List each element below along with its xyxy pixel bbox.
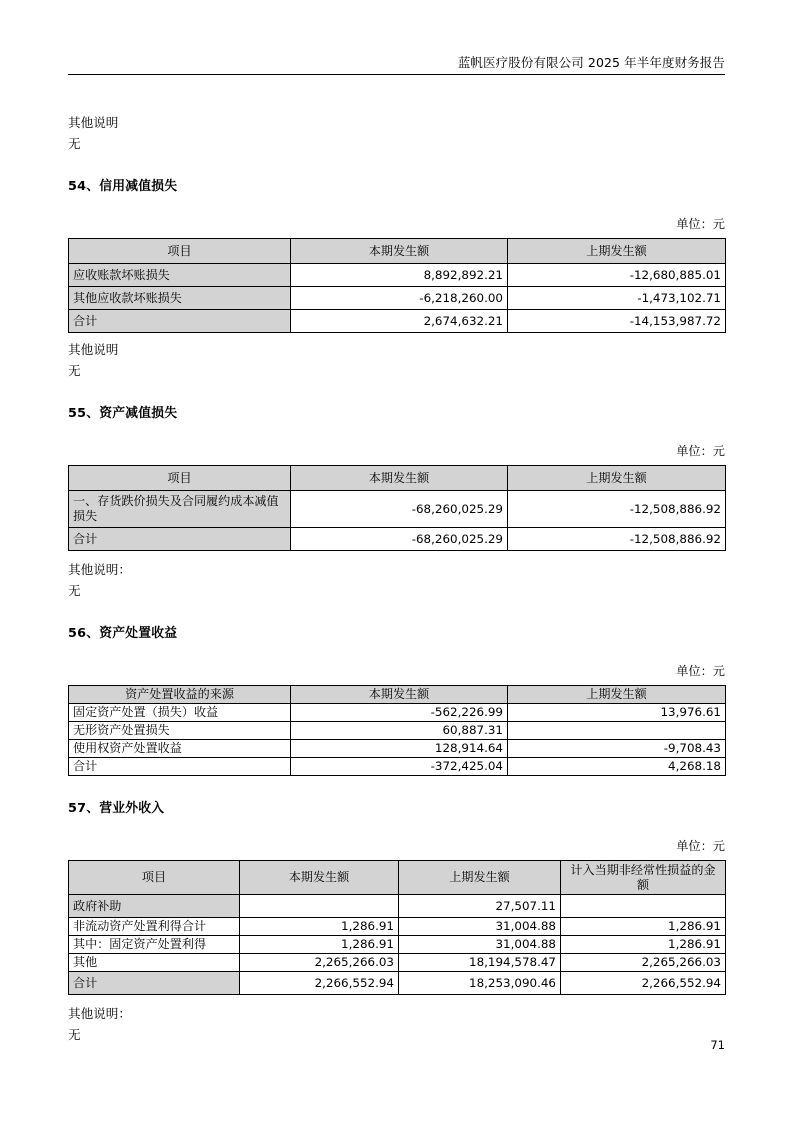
row-value-prior: -12,508,886.92 <box>508 491 726 528</box>
row-label: 政府补助 <box>69 895 240 918</box>
row-value-nonrecurring: 2,266,552.94 <box>561 972 726 995</box>
table-non-operating-income <box>68 860 726 995</box>
document-body <box>68 112 725 1045</box>
table-row-total <box>69 528 726 551</box>
row-value-current: 1,286.91 <box>240 918 399 936</box>
row-label: 其他 <box>69 954 240 972</box>
page-running-header <box>68 54 725 75</box>
table-credit-impairment-losses <box>68 238 726 333</box>
row-value-nonrecurring <box>561 895 726 918</box>
row-value-current: 60,887.31 <box>291 722 508 740</box>
table-row-total <box>69 758 726 776</box>
page-number: 71 <box>710 1038 725 1052</box>
row-value-nonrecurring: 1,286.91 <box>561 918 726 936</box>
column-header-current-period: 本期发生额 <box>240 861 399 895</box>
row-label: 无形资产处置损失 <box>69 722 291 740</box>
table-header-row <box>69 686 726 704</box>
table-row <box>69 491 726 528</box>
note-value-55: 无 <box>68 583 81 598</box>
note-value-54: 无 <box>68 363 81 378</box>
row-label: 其中：固定资产处置利得 <box>69 936 240 954</box>
column-header-current-period: 本期发生额 <box>291 686 508 704</box>
note-value-57: 无 <box>68 1027 81 1042</box>
table-asset-impairment-losses <box>68 465 726 551</box>
table-row <box>69 954 726 972</box>
row-value-prior <box>508 722 726 740</box>
row-value-current: 8,892,892.21 <box>291 264 508 287</box>
table-asset-disposal-gains <box>68 685 726 776</box>
table-row <box>69 895 726 918</box>
row-value-prior: -9,708.43 <box>508 740 726 758</box>
table-row <box>69 722 726 740</box>
row-value-prior: 18,253,090.46 <box>399 972 561 995</box>
top-note-block <box>68 112 725 154</box>
row-value-current: -68,260,025.29 <box>291 491 508 528</box>
column-header-prior-period: 上期发生额 <box>399 861 561 895</box>
row-label: 合计 <box>69 758 291 776</box>
row-value-prior: -12,508,886.92 <box>508 528 726 551</box>
note-label-55: 其他说明： <box>68 562 131 577</box>
section-title-57: 57、营业外收入 <box>68 801 165 816</box>
row-label: 合计 <box>69 528 291 551</box>
table-row <box>69 936 726 954</box>
row-value-prior: -1,473,102.71 <box>508 287 726 310</box>
row-value-current: 2,674,632.21 <box>291 310 508 333</box>
note-label-57: 其他说明： <box>68 1006 131 1021</box>
row-value-current: 128,914.64 <box>291 740 508 758</box>
table-row <box>69 287 726 310</box>
column-header-item: 项目 <box>69 239 291 264</box>
unit-label-57: 单位：元 <box>676 839 725 853</box>
section-title-55: 55、资产减值损失 <box>68 406 178 421</box>
row-label: 非流动资产处置利得合计 <box>69 918 240 936</box>
table-row <box>69 918 726 936</box>
row-value-current: -68,260,025.29 <box>291 528 508 551</box>
table-row <box>69 704 726 722</box>
row-value-current: -6,218,260.00 <box>291 287 508 310</box>
column-header-item: 项目 <box>69 466 291 491</box>
table-row <box>69 740 726 758</box>
column-header-prior-period: 上期发生额 <box>508 686 726 704</box>
unit-label-56: 单位：元 <box>676 664 725 678</box>
row-value-prior: 31,004.88 <box>399 918 561 936</box>
row-value-prior: 27,507.11 <box>399 895 561 918</box>
row-label: 应收账款坏账损失 <box>69 264 291 287</box>
column-header-item: 项目 <box>69 861 240 895</box>
column-header-prior-period: 上期发生额 <box>508 239 726 264</box>
table-header-row <box>69 239 726 264</box>
row-value-prior: 18,194,578.47 <box>399 954 561 972</box>
row-label: 一、存货跌价损失及合同履约成本减值损失 <box>69 491 291 528</box>
unit-label-55: 单位：元 <box>676 444 725 458</box>
section-title-56: 56、资产处置收益 <box>68 626 178 641</box>
row-value-nonrecurring: 2,265,266.03 <box>561 954 726 972</box>
column-header-nonrecurring-amount: 计入当期非经常性损益的金额 <box>561 861 726 895</box>
note-label-54: 其他说明 <box>68 342 119 357</box>
row-value-prior: -12,680,885.01 <box>508 264 726 287</box>
unit-label-54: 单位：元 <box>676 217 725 231</box>
row-label: 使用权资产处置收益 <box>69 740 291 758</box>
table-header-row <box>69 861 726 895</box>
column-header-source: 资产处置收益的来源 <box>69 686 291 704</box>
row-value-nonrecurring: 1,286.91 <box>561 936 726 954</box>
row-value-prior: 31,004.88 <box>399 936 561 954</box>
row-label: 其他应收款坏账损失 <box>69 287 291 310</box>
row-value-current: -372,425.04 <box>291 758 508 776</box>
table-row-total <box>69 972 726 995</box>
row-value-prior: 4,268.18 <box>508 758 726 776</box>
column-header-prior-period: 上期发生额 <box>508 466 726 491</box>
section-title-54: 54、信用减值损失 <box>68 179 178 194</box>
table-row <box>69 264 726 287</box>
row-value-current <box>240 895 399 918</box>
row-value-current: 2,266,552.94 <box>240 972 399 995</box>
top-note-value: 无 <box>68 136 81 151</box>
row-value-prior: -14,153,987.72 <box>508 310 726 333</box>
header-rule <box>68 74 725 75</box>
row-label: 固定资产处置（损失）收益 <box>69 704 291 722</box>
column-header-current-period: 本期发生额 <box>291 466 508 491</box>
running-title: 蓝帆医疗股份有限公司 2025 年半年度财务报告 <box>457 55 725 70</box>
row-value-current: -562,226.99 <box>291 704 508 722</box>
row-value-prior: 13,976.61 <box>508 704 726 722</box>
row-label: 合计 <box>69 310 291 333</box>
table-header-row <box>69 466 726 491</box>
table-row-total <box>69 310 726 333</box>
row-value-current: 2,265,266.03 <box>240 954 399 972</box>
column-header-current-period: 本期发生额 <box>291 239 508 264</box>
row-label: 合计 <box>69 972 240 995</box>
top-note-label: 其他说明 <box>68 115 119 130</box>
row-value-current: 1,286.91 <box>240 936 399 954</box>
